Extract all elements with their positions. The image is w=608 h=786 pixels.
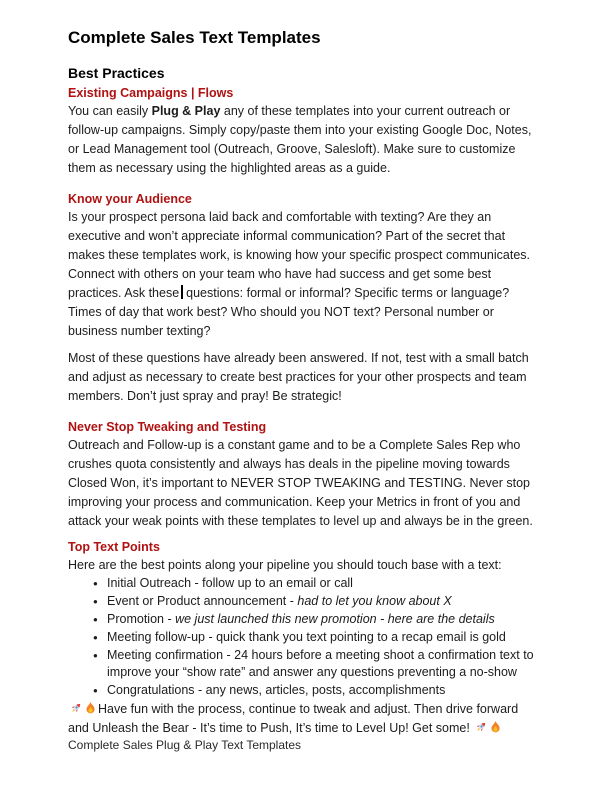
bullet-text: Promotion - — [107, 612, 176, 627]
paragraph-top-text-points-intro[interactable]: Here are the best points along your pipeline you should touch base with a text: — [68, 558, 502, 573]
subheading-know-your-audience[interactable]: Know your Audience — [68, 191, 192, 206]
list-item-meeting-follow-up[interactable] — [68, 629, 540, 647]
bullet-text: Event or Product announcement - — [107, 594, 298, 609]
paragraph-know-your-audience[interactable] — [68, 208, 540, 341]
paragraph-test-small-batch[interactable]: Most of these questions have already been answered. If not, test with a small batch and adjust as necessary to create best practices for your other prospects and team members. Don’t just spray and pray! Be strategic! — [68, 350, 529, 403]
text-after-bold: any of these templates into your current outreach or follow-up campaigns. Simply copy/paste them into your existing Google Doc, Notes, or Lead Management tool (Outreach, Groove, Salesloft). Make sure to customize them as necessary using the highlighted areas as a guide. — [68, 104, 532, 175]
paragraph-existing-campaigns[interactable] — [68, 102, 540, 178]
bullet-text: Congratulations - any news, articles, posts, accomplishments — [107, 683, 446, 698]
bullet-text: Meeting confirmation - 24 hours before a meeting shoot a confirmation text to improve your “show rate” and answer any questions preventing a no-show — [107, 647, 534, 680]
blank-line — [68, 341, 540, 349]
bullet-italic-text: had to let you know about X — [297, 594, 452, 609]
text-before-caret: Is your prospect persona laid back and comfortable with texting? Are they an executive and won’t appreciate informal communication? Part of the secret that makes these templates work, is knowing how your specific prospect communicates. Connect with others on your team who have had success and get some best practices. Ask these — [68, 209, 530, 300]
paragraph-never-stop-tweaking[interactable]: Outreach and Follow-up is a constant game and to be a Complete Sales Rep who crushes quota consistently and always has deals in the pipeline moving towards Closed Won, it’s important to NEVER STOP TWEAKING and TESTING. Never stop improving your process and communication. Keep your Metrics in front of you and attack your weak points with these templates to level up and always be in the green. — [68, 437, 533, 528]
list-item-initial-outreach[interactable] — [68, 575, 540, 593]
list-item-meeting-confirmation[interactable] — [68, 647, 540, 683]
bullet-italic-text: we just launched this new promotion - here are the details — [175, 612, 495, 627]
list-item-event-announcement[interactable] — [68, 593, 540, 611]
blank-line — [68, 406, 540, 418]
top-text-points-list — [68, 575, 540, 700]
text-before-bold: You can easily — [68, 104, 152, 118]
blank-line — [68, 531, 540, 539]
page-title[interactable]: Complete Sales Text Templates — [68, 28, 321, 47]
text-after-caret: questions: formal or informal? Specific terms or language? Times of day that work best? Who should you NOT text? Personal number or business number texting? — [68, 285, 510, 338]
list-item-promotion[interactable] — [68, 611, 540, 629]
bold-plug-and-play: Plug & Play — [151, 104, 221, 118]
rocket-icon — [473, 720, 488, 735]
rocket-icon — [68, 701, 83, 716]
bullet-text: Meeting follow-up - quick thank you text pointing to a recap email is gold — [107, 629, 506, 644]
section-heading-best-practices[interactable]: Best Practices — [68, 65, 165, 81]
fire-icon — [83, 701, 98, 716]
subheading-never-stop-tweaking[interactable]: Never Stop Tweaking and Testing — [68, 419, 267, 434]
page-footer[interactable]: Complete Sales Plug & Play Text Templates — [68, 738, 302, 753]
bullet-text: Initial Outreach - follow up to an email or call — [107, 576, 353, 591]
fire-icon — [488, 720, 503, 735]
blank-line — [68, 178, 540, 190]
subheading-existing-campaigns-flows[interactable]: Existing Campaigns | Flows — [68, 86, 234, 100]
closing-text: Have fun with the process, continue to tweak and adjust. Then drive forward and Unleash the Bear - It’s time to Push, It’s time to Level Up! Get some! — [68, 702, 519, 736]
subheading-top-text-points[interactable]: Top Text Points — [68, 540, 160, 555]
paragraph-closing[interactable] — [68, 700, 540, 738]
list-item-congratulations[interactable] — [68, 682, 540, 700]
